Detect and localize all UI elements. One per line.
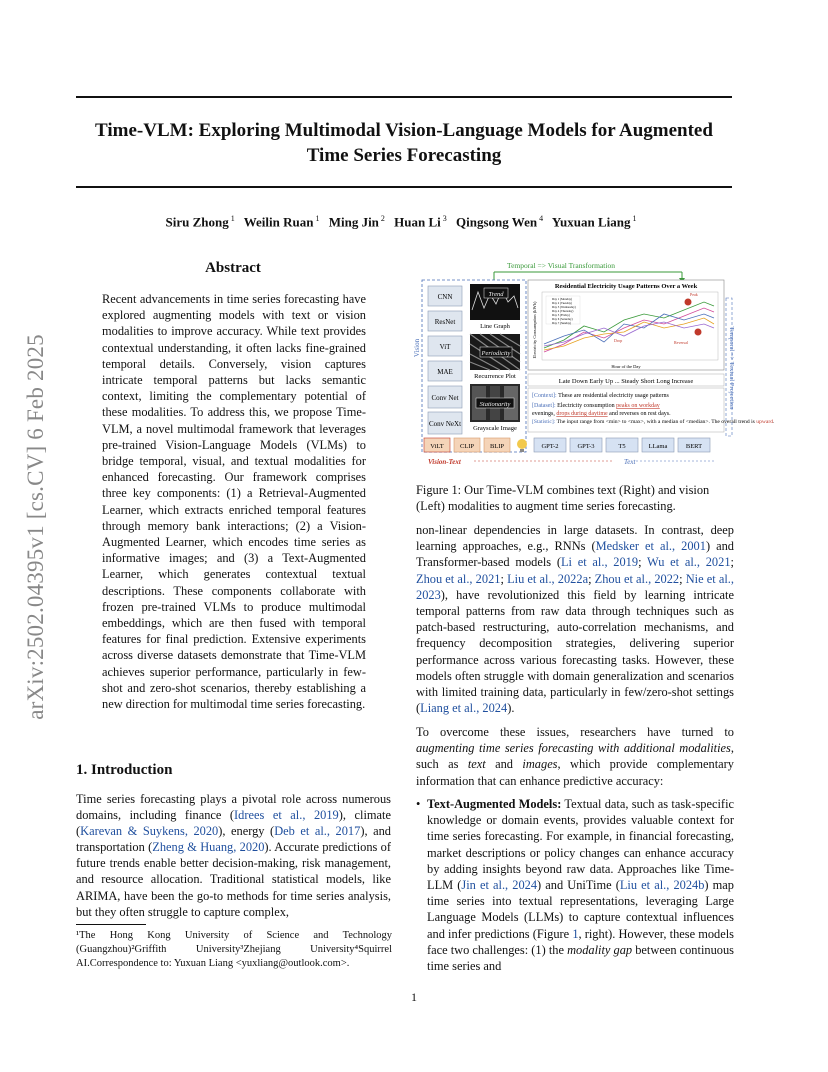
citation-link[interactable]: Liang et al., 2024 xyxy=(420,701,508,716)
footnote-rule xyxy=(76,924,146,925)
title-bottom-rule xyxy=(76,186,732,188)
page-number: 1 xyxy=(411,990,417,1004)
prompt-context: [Context]: These are residential electricity usage patterns xyxy=(532,393,669,399)
vision-side-label: Vision xyxy=(413,338,421,358)
legend-entry: Day 6 (Saturday) xyxy=(552,317,573,321)
legend-entry: Day 2 (Tuesday) xyxy=(552,301,573,305)
abstract-body: Recent advancements in time series forecasting have explored augmenting models with text or vision modalities to improve accuracy. While text provides contextual understanding, it often lacks fine-grained temporal details. Conversely, vision captures intricate temporal patterns but lacks semantic context, limiting the complementary potential of these modalities. To address this, we propose Time-VLM, a novel multimodal framework that leverages pre-trained Vision-Language Models (VLMs) to bridge temporal, visual, and textual modalities for enhanced forecasting. Our framework comprises three key components: (1) a Retrieval-Augmented Learner, which extracts enriched temporal features through memory bank interactions; (2) a Vision-Augmented Learner, which encodes time series as informative images; and (3) a Text-Augmented Learner, which generates contextual textual descriptions. These components collaborate with frozen pre-trained VLMs to produce multimodal embeddings, which are then fused with temporal features for final prediction. Extensive experiments across diverse datasets demonstrate that Time-VLM achieves superior performance, particularly in few-shot and zero-shot scenarios, thereby establishing a new direction for multimodal time series forecasting. xyxy=(102,292,366,712)
figure-1-caption: Figure 1: Our Time-VLM combines text (Right) and vision (Left) modalities to augment time series forecasting. xyxy=(416,483,710,513)
citation-link[interactable]: Liu et al., 2024b xyxy=(619,878,705,893)
title-line-2: Time Series Forecasting xyxy=(306,145,502,166)
right-paragraph-2: To overcome these issues, researchers have turned to augmenting time series forecasting with additional modalities, such as text and images, which provide complementary information that can enhance predictive accuracy: xyxy=(416,725,734,788)
introduction-paragraph: Time series forecasting plays a pivotal role across numerous domains, including finance (Idrees et al., 2019), climate (Karevan & Suykens, 2020), energy (Deb et al., 2017), and transportation (Zheng & Huang, 2020). Accurate predictions of future trends enable better decision-making, risk management, and resource allocation. Traditional statistical models, like ARIMA, have been the go-to methods for time series analysis, but they often struggle to capture complex, xyxy=(76,792,391,919)
figure-reference-link[interactable]: 1 xyxy=(572,926,579,941)
paper-title xyxy=(76,118,732,168)
vision-text-label: Vision-Text xyxy=(428,458,461,466)
prompt-statistic: [Statistic]: The input range from <min> to <max>, with a median of <median>. The overall trend is upward. xyxy=(532,419,775,425)
image-label-trend: Trend xyxy=(488,291,504,298)
peak-marker xyxy=(685,299,692,306)
chart-annotation: Drop xyxy=(614,338,623,343)
prompt-dataset: [Dataset]: Electricity consumption peaks on workday xyxy=(532,403,660,409)
arxiv-stamp-text: arXiv:2502.04395v1 [cs.CV] 6 Feb 2025 xyxy=(23,334,48,720)
model-label: T5 xyxy=(618,443,626,450)
citation-link[interactable]: Zhou et al., 2021 xyxy=(416,571,501,586)
vision-images xyxy=(470,284,520,432)
affiliation-footnote: ¹The Hong Kong University of Science and Technology (Guangzhou)²Griffith University³Zhejiang University⁴Squirrel AI.Correspondence to: Yuxuan Liang <yuxliang@outlook.com>. xyxy=(76,930,392,969)
encoder-label: ResNet xyxy=(434,318,456,326)
encoder-label: CNN xyxy=(437,293,453,301)
figure-1-diagram xyxy=(413,258,775,470)
top-arrow-label: Temporal => Visual Transformation xyxy=(507,261,615,270)
encoder-label: ViT xyxy=(439,343,451,351)
title-top-rule xyxy=(76,96,732,98)
usage-chart-y-label: Electricity Consumption (kWh) xyxy=(532,301,537,359)
text-label: Text xyxy=(624,458,636,466)
legend-entry: Day 4 (Thursday) xyxy=(552,309,574,313)
author-list xyxy=(76,214,732,230)
chart-annotation: Peak xyxy=(690,292,698,297)
citation-link[interactable]: Nie et al., 2023 xyxy=(416,571,734,602)
author: Ming Jin xyxy=(328,214,379,230)
author: Qingsong Wen xyxy=(456,214,538,230)
image-caption-recurrence-plot: Recurrence Plot xyxy=(474,373,516,380)
citation-link[interactable]: Karevan & Suykens, 2020 xyxy=(80,824,219,839)
citation-link[interactable]: Zhou et al., 2022 xyxy=(594,571,680,586)
author: Huan Li xyxy=(394,214,441,230)
section-heading-introduction: 1. Introduction xyxy=(76,762,173,778)
citation-link[interactable]: Medsker et al., 2001 xyxy=(595,539,706,554)
affiliation-mark: 4 xyxy=(539,214,544,223)
citation-link[interactable]: Li et al., 2019 xyxy=(560,555,639,570)
legend-entry: Day 3 (Wednesday) xyxy=(552,305,576,309)
image-caption-grayscale: Grayscale Image xyxy=(473,425,517,432)
model-label: GPT-2 xyxy=(541,443,559,450)
model-label: ViLT xyxy=(430,443,444,450)
chart-annotation: Reversal xyxy=(674,340,688,345)
citation-link[interactable]: Wu et al., 2021 xyxy=(647,555,731,570)
bullet-dot: • xyxy=(416,797,421,811)
model-label: GPT-3 xyxy=(577,443,595,450)
encoder-label: Conv Net xyxy=(431,394,459,402)
model-label: LLama xyxy=(648,443,668,450)
bullet-text-augmented-models xyxy=(416,796,734,974)
arxiv-stamp xyxy=(14,292,58,762)
legend-entry: Day 5 (Friday) xyxy=(552,313,570,317)
legend-entry: Day 7 (Sunday) xyxy=(552,321,571,325)
bullet-text: Text-Augmented Models: Textual data, such as task-specific knowledge or domain events, provides valuable context for time series forecasting. For example, in financial forecasting, market descriptions or policy changes can enhance accuracy by adding insights beyond raw data. Approaches like Time-LLM (Jin et al., 2024) and UniTime (Liu et al., 2024b) map time series into textual representations, leveraging Large Language Models (LLMs) to capture contextual influences and infer predictions (Figure 1, right). However, these models face two challenges: (1) the modality gap between continuous time series and xyxy=(427,797,735,974)
image-label-periodicity: Periodicity xyxy=(481,350,511,357)
figure-1 xyxy=(413,258,775,470)
citation-link[interactable]: Zheng & Huang, 2020 xyxy=(152,840,265,855)
citation-link[interactable]: Idrees et al., 2019 xyxy=(234,808,339,823)
prompt-dataset-cont: evenings, drops during daytime and reverses on rest days. xyxy=(532,411,671,417)
model-row xyxy=(424,438,710,452)
citation-link[interactable]: Deb et al., 2017 xyxy=(274,824,361,839)
reversal-marker xyxy=(695,329,702,336)
right-paragraph-1: non-linear dependencies in large datasets. In contrast, deep learning approaches, e.g., RNNs (Medsker et al., 2001) and Transformer-based models (Li et al., 2019; Wu et al., 2021; Zhou et al., 2021; Liu et al., 2022a; Zhou et al., 2022; Nie et al., 2023), have revolutionized this field by learning intricate temporal patterns from raw data through techniques such as patch-based restructuring, auto-correlation mechanisms, and frequency decomposition strategies, delivering superior performance across various forecasting tasks. However, these models often struggle with domain generalization and scenarios with limited training data, particularly in few/zero-shot settings (Liang et al., 2024). xyxy=(416,523,734,716)
lightbulb-base xyxy=(520,449,524,452)
author: Siru Zhong xyxy=(165,214,229,230)
vision-encoder-stack xyxy=(428,286,462,434)
citation-link[interactable]: Jin et al., 2024 xyxy=(461,878,538,893)
affiliation-mark: 1 xyxy=(632,214,637,223)
affiliation-mark: 1 xyxy=(230,214,235,223)
citation-link[interactable]: Liu et al., 2022a xyxy=(507,571,589,586)
lightbulb-icon xyxy=(517,439,527,449)
affiliation-mark: 1 xyxy=(315,214,320,223)
right-side-label: Temporal => Textual Projection xyxy=(728,326,735,410)
keyword-list: Late Down Early Up ... Steady Short Long Increase xyxy=(558,378,694,385)
affiliation-mark: 3 xyxy=(442,214,447,223)
encoder-label: Conv NeXt xyxy=(428,420,462,428)
author: Yuxuan Liang xyxy=(551,214,631,230)
usage-chart-x-label: Hour of the Day xyxy=(611,364,641,369)
title-line-1: Time-VLM: Exploring Multimodal Vision-Language Models for Augmented xyxy=(95,120,713,141)
encoder-label: MAE xyxy=(437,368,453,376)
image-label-stationarity: Stationarity xyxy=(479,401,511,408)
affiliation-mark: 2 xyxy=(380,214,385,223)
author: Weilin Ruan xyxy=(243,214,314,230)
legend-entry: Day 1 (Monday) xyxy=(552,297,572,301)
image-caption-line-graph: Line Graph xyxy=(480,323,510,330)
model-label: CLIP xyxy=(459,443,475,450)
abstract-heading: Abstract xyxy=(205,260,261,276)
model-label: BERT xyxy=(685,443,703,450)
model-label: BLIP xyxy=(489,443,505,450)
usage-chart-title: Residential Electricity Usage Patterns Over a Week xyxy=(554,283,698,290)
